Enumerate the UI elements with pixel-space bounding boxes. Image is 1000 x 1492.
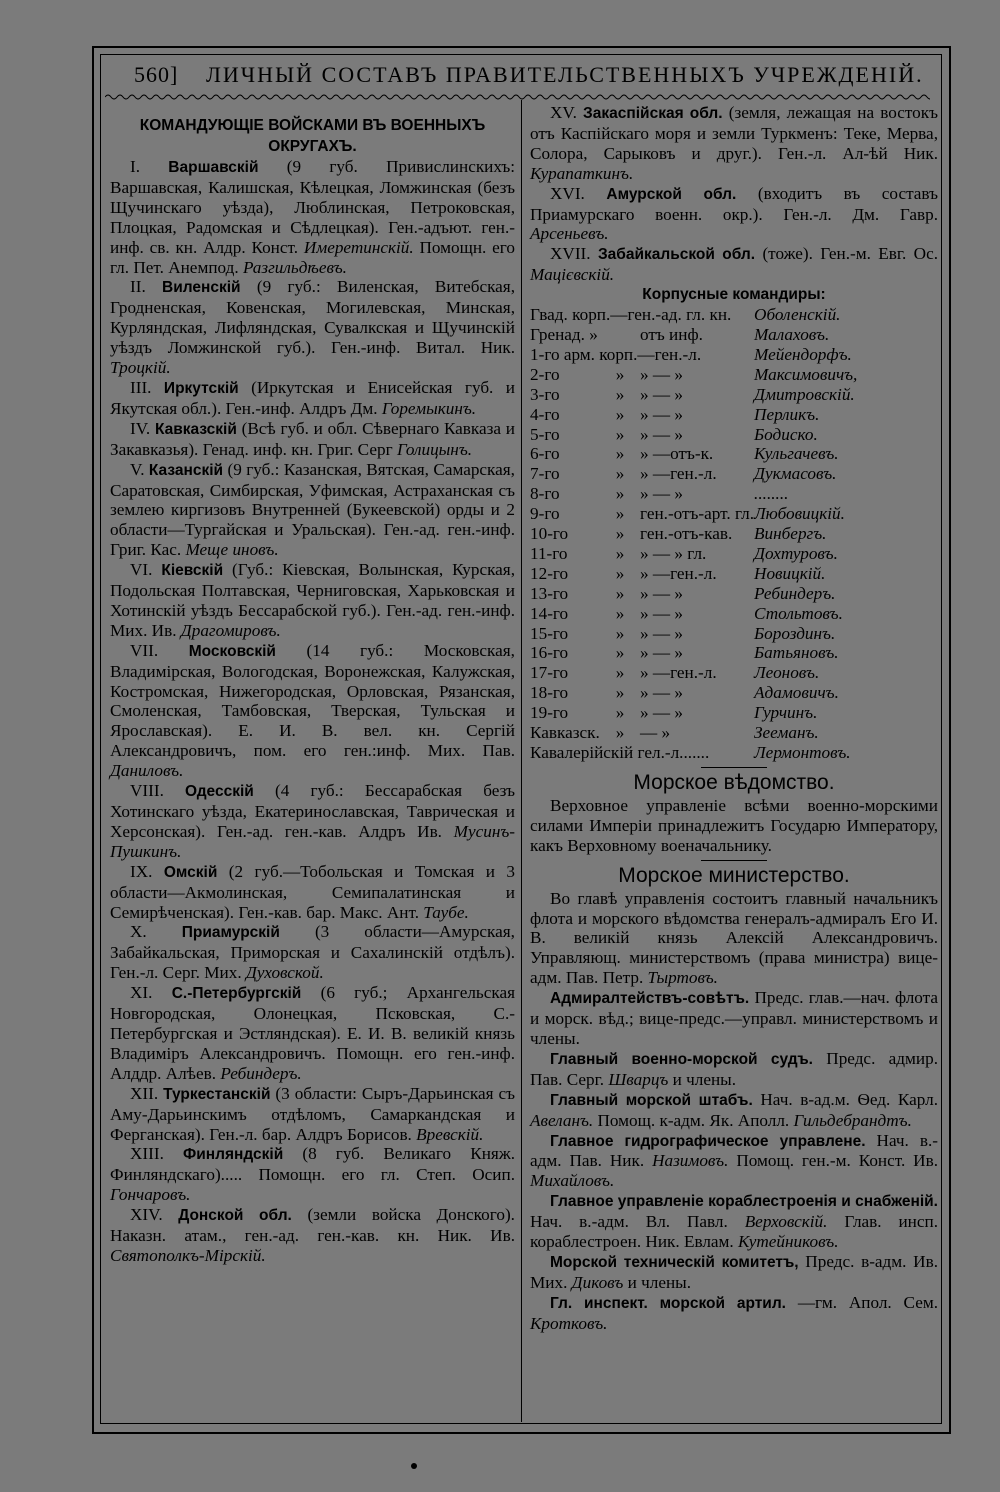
corps-ditto: » [615, 703, 625, 723]
corps-rank: » — » [640, 364, 683, 384]
corps-commander: Винбергъ. [754, 524, 827, 544]
corps-ditto: » [615, 723, 625, 743]
corps-commander: Стольтовъ. [754, 603, 843, 623]
body-entry [530, 1252, 938, 1293]
official-name: Кротковъ. [530, 1313, 608, 1333]
region-name: Амурской обл. [606, 185, 737, 203]
commander-name: Имеретинскій. [303, 237, 414, 257]
corps-number: 3-го [530, 384, 560, 404]
body-text: Предс. глав.—нач. флота и морск. вѣд.; вице-предс.—управл. министерствомъ и члены. [530, 988, 938, 1048]
official-name: Кутейниковъ. [738, 1232, 839, 1252]
corps-commander: Бодиско. [754, 424, 818, 444]
district-name: Приамурскій [181, 924, 280, 942]
body-text: Нач. в.-адм. Вл. Павл. [530, 1212, 745, 1232]
corps-commander: Дмитровскій. [754, 384, 855, 404]
corps-number: 13-го [530, 583, 569, 603]
corps-ditto: » [615, 384, 625, 404]
district-entry [110, 781, 515, 862]
corps-row [530, 683, 938, 703]
commander-name: Курапаткинъ. [530, 163, 634, 183]
district-entry [110, 419, 515, 460]
corps-commander: Бороздинъ. [754, 623, 836, 643]
corps-number: Кавказск. [530, 723, 600, 743]
corps-rank: » —ген.-л. [640, 464, 717, 484]
corps-number: 11-го [530, 543, 568, 563]
body-text: Глав. инсп. кораблестроен. Ник. Евлам. [530, 1212, 938, 1252]
body-text: Нач. в.-адм. Пав. Ник. [530, 1130, 938, 1171]
district-entry [110, 157, 515, 277]
corps-ditto: » [615, 663, 625, 683]
commander-name: Драгомировъ. [180, 620, 281, 640]
corps-number: 5-го [530, 424, 560, 444]
district-number: I. [130, 157, 169, 176]
naval-dept-text: Верховное управленіе всѣми военно-морскими силами Имперіи принадлежитъ Государю Императору, какъ Верховному военачальнику. [530, 795, 938, 855]
corps-ditto: » [615, 543, 625, 563]
commander-name: Даниловъ. [110, 761, 184, 781]
corps-commander: Леоновъ. [754, 663, 820, 683]
district-text: (6 губ.; Архангельская Новгородская, Олонецкая, Псковская, С.-Петербургская и Эстляндская). Е. И. В. великій князь Владиміръ Александровичъ. Помощн. его ген.-инф. Алддр. Алѣев. [110, 983, 515, 1083]
region-text: (земля, лежащая на востокъ отъ Каспійскаго моря и земли Туркменъ: Теке, Мерва, Солора, Сарыковъ и друг.). Ген.-л. Ал-ѣй Ник. [530, 103, 938, 163]
district-name: Омскій [163, 863, 218, 881]
wavy-rule [105, 93, 930, 101]
corps-ditto: » [615, 683, 625, 703]
corps-commander: Дохтуровъ. [754, 543, 838, 563]
district-text: (земли войска Донского). Наказн. атам., ген.-ад. ген.-кав. кн. Ник. Ив. [110, 1205, 515, 1246]
district-name: Варшавскій [168, 159, 259, 176]
commander-name: Таубе. [423, 902, 469, 922]
district-text: (3 области: Сыръ-Дарьинская съ Аму-Дарьинскимъ отдѣломъ, Самаркандская и Ферганская). Ген.-л. бар. Алдръ Борисов. [110, 1083, 515, 1144]
corps-row [530, 544, 938, 564]
corps-row [530, 643, 938, 663]
corps-ditto: » [615, 364, 625, 384]
corps-label: Гвад. корп.—ген.-ад. гл. кн. [530, 305, 732, 325]
corps-row [530, 385, 938, 405]
corps-ditto: » [615, 444, 625, 464]
corps-number: 4-го [530, 404, 560, 424]
corps-commander: Дукмасовъ. [754, 464, 837, 484]
district-number: XII. [130, 1083, 164, 1103]
corps-commander: Мейендорфъ. [754, 344, 852, 364]
corps-rank: ген.-отъ-кав. [640, 524, 733, 544]
district-text: (3 области—Амурская, Забайкальская, Приморская и Сахалинскій отдѣлъ). Ген.-л. Серг. Мих. [110, 922, 515, 983]
district-entry [110, 1084, 515, 1145]
body-entry [530, 1131, 938, 1192]
corps-commander: Адамовичъ. [754, 683, 839, 703]
corps-commander: Любовицкій. [754, 504, 845, 524]
corps-label: 1-го арм. корп.—ген.-л. [530, 344, 702, 364]
corps-ditto: » [615, 504, 625, 524]
section-title: КОМАНДУЮЩІЕ ВОЙСКАМИ ВЪ ВОЕННЫХЪ ОКРУГАХЪ. [139, 117, 486, 155]
corps-row [530, 723, 938, 743]
commander-name: Духовской. [245, 963, 324, 983]
corps-label: Кавалерійскій гел.-л....... [530, 743, 710, 762]
district-name: Донской обл. [178, 1207, 292, 1225]
corps-commander: Новицкій. [754, 563, 826, 583]
district-number: III. [130, 377, 164, 397]
body-text: Нач. в-ад.м. Ѳед. Карл. [752, 1089, 938, 1109]
corps-rank: ген.-отъ-арт. гл. [640, 504, 755, 524]
corps-row [530, 365, 938, 385]
corps-ditto: » [615, 643, 625, 663]
corps-row [530, 484, 938, 504]
commander-name: Мацієвскій. [530, 265, 615, 285]
corps-number: 2-го [530, 364, 560, 384]
official-name: Диковъ [571, 1272, 624, 1292]
official-name: Назимовъ. [652, 1151, 729, 1171]
district-text: (Всѣ губ. и обл. Сѣвернаго Кавказа и Закавказья). Генад. инф. кн. Григ. Серг [110, 418, 515, 459]
district-text: (9 губ.: Казанская, Вятская, Самарская, Саратовская, Симбирская, Уфимская, Астраханская съ землею киргизовъ Внутренней (Букеевской) орды и 2 области—Тургайская и Уральская). Ген.-ад. ген.-инф. Григ. Кас. [110, 459, 515, 560]
district-name: Казанскій [148, 461, 224, 479]
corps-number: 10-го [530, 524, 569, 544]
corps-rank: » — » [640, 623, 683, 643]
corps-rank: » —ген.-л. [640, 563, 717, 583]
corps-commander: Оболенскій. [754, 305, 841, 325]
district-name: Иркутскій [163, 379, 239, 397]
official-name: Михайловъ. [530, 1171, 615, 1191]
corps-row [530, 564, 938, 584]
body-entry [530, 1293, 938, 1334]
body-text: Помощ. к-адм. Як. Аполл. [593, 1110, 794, 1130]
assistant-text: Помощн. его гл. Пет. Анемпод. [110, 237, 515, 277]
district-number: IV. [130, 418, 155, 438]
body-text: Предс. в-адм. Ив. Мих. [530, 1251, 938, 1292]
corps-row [530, 345, 938, 365]
corps-row [530, 703, 938, 723]
corps-rank: » —ген.-л. [640, 663, 717, 683]
commander-name: Гончаровъ. [110, 1185, 191, 1205]
corps-number: 19-го [530, 703, 569, 723]
corps-number: 6-го [530, 444, 560, 464]
commander-name: Вревскій. [416, 1124, 484, 1144]
district-entry [110, 922, 515, 983]
corps-number: 15-го [530, 623, 569, 643]
district-number: IX. [130, 861, 164, 881]
ministry-title: Морское министерство. [618, 863, 850, 887]
district-name: Московскій [188, 642, 276, 660]
district-text: (Иркутская и Енисейская губ. и Якутская обл.). Ген.-инф. Алдръ Дм. [110, 377, 516, 418]
corps-row [530, 464, 938, 484]
commander-name: Голицынъ. [396, 439, 473, 459]
corps-commander: Кульгачевъ. [754, 444, 839, 464]
district-text: (Губ.: Кіевская, Волынская, Курская, Подольская Полтавская, Черниговская, Харьковская и Хотинскій уѣздъ Бессарабской губ.). Ген.-ад. ген.-инф. Мих. Ив. [110, 560, 516, 640]
corps-commander: Максимовичъ, [754, 364, 858, 384]
corps-label: Гренад. » [530, 324, 598, 344]
corps-row [530, 405, 938, 425]
corps-row [530, 743, 938, 763]
corps-ditto: » [615, 563, 625, 583]
corps-commander: Перликъ. [754, 404, 820, 424]
region-entry [530, 244, 938, 285]
corps-rank: » — » [640, 703, 683, 723]
body-entry [530, 1049, 938, 1090]
left-column [110, 115, 515, 1266]
corps-commander: ........ [754, 484, 789, 504]
corps-commander: Зееманъ. [754, 723, 819, 743]
corps-rank: » —отъ-к. [640, 444, 714, 464]
district-entry [110, 641, 515, 781]
ministry-text [530, 889, 938, 989]
body-entry [530, 988, 938, 1049]
corps-commander: Батьяновъ. [754, 643, 839, 663]
corps-row [530, 425, 938, 445]
corps-number: 7-го [530, 464, 560, 484]
body-name: Гл. инспект. морской артил. [550, 1294, 786, 1312]
commander-name: Троцкій. [110, 358, 171, 378]
ink-dot [411, 1463, 417, 1469]
district-number: XIV. [130, 1205, 179, 1225]
district-text: (9 губ.: Виленская, Витебская, Гродненская, Ковенская, Могилевская, Минская, Курляндская, Лифляндская, Сувалкская и Щучинскій уѣздъ Ломжинской губ.). Ген.-инф. Витал. Ник. [110, 277, 515, 358]
corps-table [530, 305, 938, 763]
district-name: Виленскій [162, 279, 241, 297]
corps-commander: Малаховъ. [754, 324, 830, 344]
region-number: XVI. [550, 183, 607, 203]
corps-ditto: » [615, 464, 625, 484]
corps-row [530, 663, 938, 683]
district-name: Кавказскій [154, 420, 237, 438]
commander-name: Арсеньевъ. [530, 224, 609, 244]
body-name: Адмиралтействъ-совѣтъ. [550, 990, 750, 1008]
district-text: (4 губ.: Бессарабская безъ Хотинскаго уѣзда, Екатеринославская, Таврическая и Херсонская). Ген.-ад. ген.-кав. Алдръ Ив. [110, 781, 515, 841]
official-name: Авеланъ. [530, 1110, 594, 1130]
district-entry [110, 1205, 515, 1266]
region-list [530, 103, 938, 285]
ministry-body: Во главѣ управленія состоитъ главный начальникъ флота и морского вѣдомства генералъ-адмиралъ Его И. В. великій князь Алексій Александровичъ. Управляющ. министерствомъ (права министра) вице-адм. Пав. Петр. [530, 888, 938, 988]
corps-ditto: » [615, 623, 625, 643]
corps-rank: » — » [640, 583, 683, 603]
corps-rank: » — » [640, 404, 683, 424]
corps-ditto: » [615, 424, 625, 444]
body-text: Предс. адмир. Пав. Серг. [530, 1048, 938, 1089]
corps-ditto: » [615, 524, 625, 544]
body-text: —гм. Апол. Сем. [786, 1292, 938, 1312]
corps-row [530, 325, 938, 345]
corps-number: 9-го [530, 504, 560, 524]
corps-commander: Лермонтовъ. [754, 743, 851, 762]
assistant-name: Разгильдѣевъ. [242, 257, 347, 277]
region-number: XV. [550, 103, 584, 122]
district-name: Туркестанскій [163, 1085, 271, 1103]
body-entry [530, 1191, 938, 1252]
page-number: 560] [134, 62, 179, 87]
corps-row [530, 444, 938, 464]
corps-number: 14-го [530, 603, 569, 623]
corps-ditto: » [615, 603, 625, 623]
column-divider [521, 100, 522, 1422]
district-number: II. [130, 277, 163, 297]
region-entry [530, 184, 938, 245]
district-text: (14 губ.: Московская, Владимірская, Вологодская, Воронежская, Калужская, Костромская, Нижегородская, Орловская, Рязанская, Смоленская, Тамбовская, Тверская, Тульская и Ярославская). Е. И. В. вел. кн. Сергій Александровичъ, пом. его ген.:инф. Мих. Пав. [110, 640, 515, 761]
corps-number: 12-го [530, 563, 569, 583]
district-text: (8 губ. Великаго Княж. Финляндскаго)..... Помощн. его гл. Степ. Осип. [110, 1144, 515, 1185]
region-text: (входитъ въ составъ Приамурскаго военн. окр.). Ген.-л. Дм. Гавр. [530, 183, 938, 224]
commander-name: Ребиндеръ. [220, 1063, 302, 1083]
body-list [530, 988, 938, 1333]
commander-name: Мусинъ-Пушкинъ. [110, 821, 515, 861]
corps-rank: » — » [640, 683, 683, 703]
region-name: Забайкальской обл. [597, 246, 756, 264]
corps-ditto: » [615, 583, 625, 603]
district-entry [110, 277, 515, 378]
district-entry [110, 460, 515, 561]
district-entry [110, 378, 515, 419]
corps-number: 18-го [530, 683, 569, 703]
district-entry [110, 1144, 515, 1205]
corps-row [530, 584, 938, 604]
district-entry [110, 862, 515, 923]
region-number: XVII. [550, 244, 598, 264]
region-name: Закаспійская обл. [583, 105, 723, 122]
district-entry [110, 560, 515, 641]
district-number: VIII. [130, 781, 186, 801]
corps-commander: Гурчинъ. [754, 703, 818, 723]
corps-row [530, 604, 938, 624]
district-name: Одесскій [185, 783, 254, 801]
corps-ditto: » [615, 404, 625, 424]
corps-number: 8-го [530, 484, 560, 504]
body-name: Главное гидрографическое управлене. [550, 1132, 866, 1150]
district-text: (2 губ.—Тобольская и Томская и 3 области—Акмолинская, Семипалатинская и Семирѣченская). Ген.-кав. бар. Макс. Ант. [110, 861, 516, 922]
official-name: Гильдебрандтъ. [793, 1110, 912, 1130]
running-title: ЛИЧНЫЙ СОСТАВЪ ПРАВИТЕЛЬСТВЕННЫХЪ УЧРЕЖДЕНІЙ. [206, 62, 924, 87]
district-text: (9 губ. Привислинскихъ: Варшавская, Калишская, Кѣлецкая, Ломжинская (безъ Щучинскаго уѣзда), Люблинская, Петроковская, Плоцкая, Радомская и Сѣдлецкая). Ген.-адъют. ген.-инф. св. кн. Алдр. Конст. [110, 157, 515, 257]
section-rule [701, 767, 767, 768]
district-name: С.-Петербургскій [171, 985, 302, 1003]
body-name: Главный морской штабъ. [550, 1091, 753, 1109]
official-name: Шварцъ [608, 1069, 669, 1089]
district-number: VII. [130, 640, 189, 660]
commander-name: Меще иновъ. [185, 540, 279, 560]
body-entry [530, 1090, 938, 1131]
district-number: X. [130, 922, 182, 942]
district-name: Финляндскій [183, 1146, 284, 1164]
corps-rank: отъ инф. [640, 324, 703, 344]
body-text: и члены. [623, 1272, 692, 1292]
corps-row [530, 504, 938, 524]
official-name: Верховскій. [744, 1212, 828, 1232]
page-header [118, 60, 928, 92]
district-number: VI. [130, 560, 162, 580]
section-rule [701, 860, 767, 861]
corps-rank: » — » [640, 603, 683, 623]
corps-rank: » — » [640, 424, 683, 444]
district-number: XI. [130, 983, 172, 1003]
corps-rank: — » [640, 723, 671, 743]
body-name: Главное управленіе кораблестроенія и снабженій. [550, 1193, 938, 1211]
corps-rank: » — » [640, 643, 683, 663]
corps-row [530, 624, 938, 644]
body-name: Главный военно-морской судъ. [550, 1050, 813, 1068]
corps-title: Корпусные командиры: [642, 286, 826, 304]
corps-number: 16-го [530, 643, 569, 663]
body-name: Морской техническій комитетъ, [550, 1253, 799, 1271]
district-number: V. [130, 459, 149, 479]
commander-name: Горемыкинъ. [381, 398, 477, 418]
corps-rank: » — » гл. [640, 543, 707, 563]
corps-number: 17-го [530, 663, 569, 683]
ministry-name: Тыртовъ. [647, 968, 718, 988]
corps-row [530, 524, 938, 544]
corps-rank: » — » [640, 384, 683, 404]
naval-dept-title: Морское вѣдомство. [633, 770, 835, 794]
corps-ditto: » [615, 484, 625, 504]
corps-row [530, 305, 938, 325]
district-entry [110, 983, 515, 1084]
corps-rank: » — » [640, 484, 683, 504]
right-column [530, 103, 938, 1334]
district-list [110, 157, 515, 1266]
body-text: Помощ. ген.-м. Конст. Ив. [728, 1151, 939, 1171]
corps-commander: Ребиндеръ. [754, 583, 836, 603]
region-text: (тоже). Ген.-м. Евг. Ос. [755, 244, 938, 264]
district-name: Кіевскій [161, 562, 224, 580]
district-number: XIII. [130, 1144, 183, 1164]
region-entry [530, 103, 938, 184]
commander-name: Святополкъ-Мірскій. [110, 1245, 266, 1265]
body-text: и члены. [668, 1069, 737, 1089]
